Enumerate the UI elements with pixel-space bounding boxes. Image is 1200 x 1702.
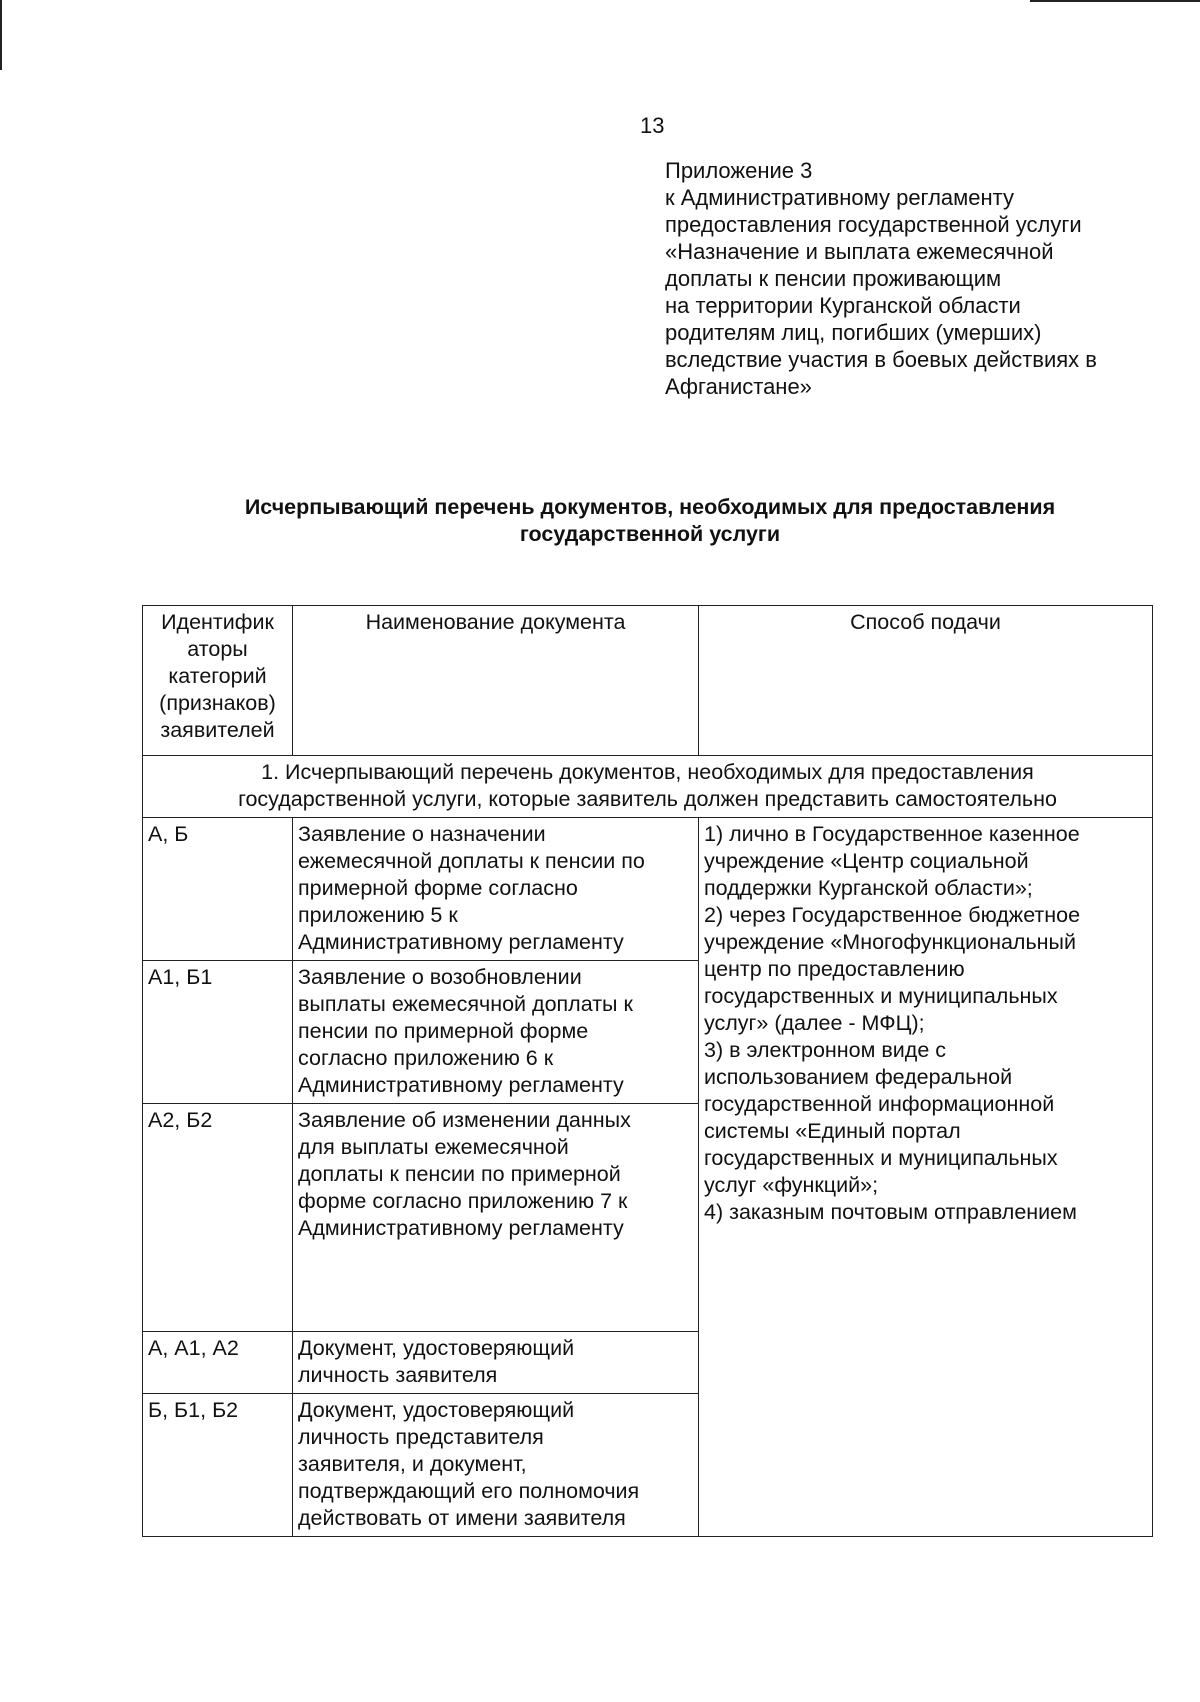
row-document <box>293 818 699 961</box>
table-row <box>143 818 1153 961</box>
doc-line: приложению 5 к <box>298 903 458 927</box>
doc-line: Заявление об изменении данных <box>298 1108 631 1132</box>
row-identifiers: А, Б <box>143 818 293 961</box>
row-document <box>293 961 699 1104</box>
header-line: Идентифик <box>161 610 274 634</box>
appendix-line: Приложение 3 <box>665 158 813 183</box>
appendix-line: доплаты к пенсии проживающим <box>665 266 1002 291</box>
doc-line: выплаты ежемесячной доплаты к <box>298 992 633 1016</box>
title-line: Исчерпывающий перечень документов, необходимых для предоставления <box>244 495 1056 519</box>
submission-line: 1) лично в Государственное казенное <box>704 822 1080 846</box>
scan-edge-left <box>0 0 2 70</box>
section-row <box>143 756 1153 818</box>
submission-line: услуг «функций»; <box>704 1173 879 1197</box>
doc-line: для выплаты ежемесячной <box>298 1135 569 1159</box>
row-document <box>293 1104 699 1332</box>
doc-line: подтверждающий его полномочия <box>298 1479 640 1503</box>
row-identifiers: А1, Б1 <box>143 961 293 1104</box>
appendix-header <box>665 157 1185 400</box>
doc-line: форме согласно приложению 7 к <box>298 1189 628 1213</box>
submission-line: 2) через Государственное бюджетное <box>704 903 1081 927</box>
doc-line: Заявление о назначении <box>298 822 546 846</box>
appendix-line: Афганистане» <box>665 374 812 399</box>
row-identifiers: А, А1, А2 <box>143 1332 293 1394</box>
submission-line: учреждение «Многофункциональный <box>704 930 1077 954</box>
page-number: 13 <box>640 113 665 138</box>
doc-line: Документ, удостоверяющий <box>298 1398 575 1422</box>
doc-line: согласно приложению 6 к <box>298 1046 554 1070</box>
row-identifiers: А2, Б2 <box>143 1104 293 1332</box>
scan-edge-top <box>1030 0 1200 2</box>
doc-line: доплаты к пенсии по примерной <box>298 1162 621 1186</box>
table-header-row <box>143 606 1153 756</box>
section-line: государственной услуги, которые заявитель должен представить самостоятельно <box>238 787 1057 811</box>
submission-line: 3) в электронном виде с <box>704 1038 947 1062</box>
document-title <box>140 494 1160 548</box>
appendix-line: «Назначение и выплата ежемесячной <box>665 239 1054 264</box>
submission-line: 4) заказным почтовым отправлением <box>704 1200 1077 1224</box>
row-document <box>293 1394 699 1537</box>
appendix-line: к Административному регламенту <box>665 185 1015 210</box>
doc-line: пенсии по примерной форме <box>298 1019 589 1043</box>
doc-line: личность представителя <box>298 1425 544 1449</box>
appendix-line: на территории Курганской области <box>665 293 1021 318</box>
section-heading <box>143 756 1153 818</box>
doc-line: заявителя, и документ, <box>298 1452 527 1476</box>
submission-methods <box>699 818 1153 1537</box>
header-line: аторы <box>187 637 248 661</box>
submission-line: поддержки Курганской области»; <box>704 876 1033 900</box>
submission-line: услуг» (далее - МФЦ); <box>704 1011 925 1035</box>
submission-line: учреждение «Центр социальной <box>704 849 1029 873</box>
row-identifiers: Б, Б1, Б2 <box>143 1394 293 1537</box>
doc-line: примерной форме согласно <box>298 876 578 900</box>
header-line: (признаков) <box>159 691 276 715</box>
doc-line: Административному регламенту <box>298 930 624 954</box>
submission-line: использованием федеральной <box>704 1065 1013 1089</box>
doc-line: ежемесячной доплаты к пенсии по <box>298 849 645 873</box>
submission-line: государственных и муниципальных <box>704 1146 1058 1170</box>
submission-line: центр по предоставлению <box>704 957 965 981</box>
appendix-line: вследствие участия в боевых действиях в <box>665 347 1097 372</box>
doc-line: Заявление о возобновлении <box>298 965 582 989</box>
submission-line: государственной информационной <box>704 1092 1055 1116</box>
header-submission-method: Способ подачи <box>699 606 1153 756</box>
submission-line: системы «Единый портал <box>704 1119 961 1143</box>
submission-line: государственных и муниципальных <box>704 984 1058 1008</box>
header-line: заявителей <box>160 718 275 742</box>
title-line: государственной услуги <box>519 522 781 546</box>
header-document-name: Наименование документа <box>293 606 699 756</box>
documents-table <box>142 605 1153 1537</box>
section-line: 1. Исчерпывающий перечень документов, необходимых для предоставления <box>261 760 1034 784</box>
header-line: категорий <box>168 664 267 688</box>
header-identifiers <box>143 606 293 756</box>
doc-line: действовать от имени заявителя <box>298 1506 626 1530</box>
appendix-line: родителям лиц, погибших (умерших) <box>665 320 1042 345</box>
doc-line: Документ, удостоверяющий <box>298 1336 575 1360</box>
appendix-line: предоставления государственной услуги <box>665 212 1082 237</box>
doc-line: личность заявителя <box>298 1363 498 1387</box>
row-document <box>293 1332 699 1394</box>
doc-line: Административному регламенту <box>298 1073 624 1097</box>
doc-line: Административному регламенту <box>298 1216 624 1240</box>
